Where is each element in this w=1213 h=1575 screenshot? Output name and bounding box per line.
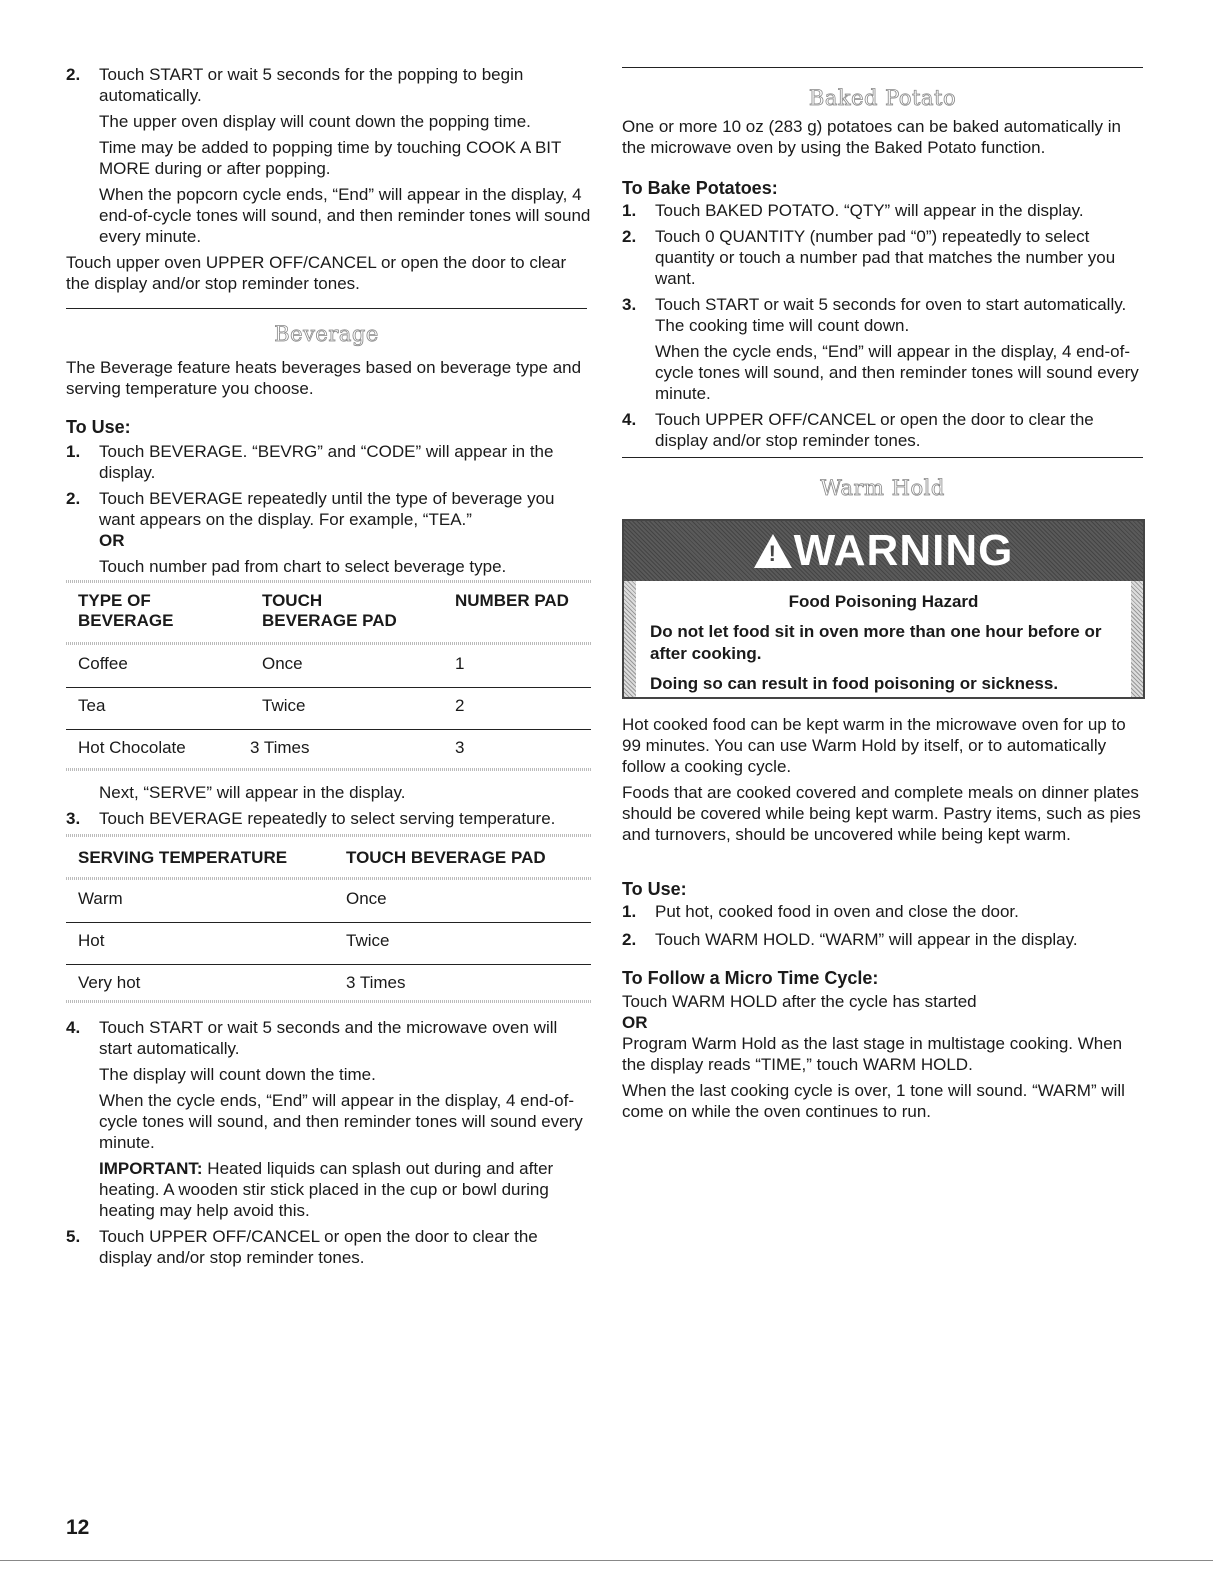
beverage-step-2 bbox=[66, 488, 591, 577]
or-label: OR bbox=[622, 1013, 648, 1032]
table-row bbox=[66, 889, 591, 909]
table-row bbox=[66, 696, 591, 716]
table-rule bbox=[66, 687, 591, 688]
potato-step-4 bbox=[622, 409, 1145, 451]
step-number: 5. bbox=[66, 1227, 81, 1246]
table-cell: Twice bbox=[346, 931, 390, 950]
warm-hold-intro: Hot cooked food can be kept warm in the microwave oven for up to 99 minutes. You can use Warm Hold by itself, or to automatically follow a cooking cycle. bbox=[622, 715, 1126, 776]
step-number: 3. bbox=[622, 295, 637, 314]
step-text: Touch START or wait 5 seconds for the popping to begin automatically. bbox=[99, 65, 524, 105]
step-text: Touch BEVERAGE repeatedly to select serving temperature. bbox=[99, 809, 556, 828]
step-text: Put hot, cooked food in oven and close the door. bbox=[655, 902, 1019, 921]
important-label: IMPORTANT: bbox=[99, 1159, 203, 1178]
warning-word: WARNING bbox=[793, 526, 1014, 575]
warning-line-1: Do not let food sit in oven more than one hour before or after cooking. bbox=[650, 622, 1102, 663]
table-header: NUMBER PAD bbox=[455, 591, 569, 610]
table-rule bbox=[66, 877, 591, 880]
step-note: When the popcorn cycle ends, “End” will appear in the display, 4 end-of-cycle tones will sound, and then reminder tones will sound every minute. bbox=[99, 185, 591, 246]
step-text: Touch 0 QUANTITY (number pad “0”) repeatedly to select quantity or touch a number pad that matches the number you want. bbox=[655, 227, 1116, 288]
table-rule bbox=[66, 964, 591, 965]
table-cell: Very hot bbox=[78, 973, 141, 992]
step-text: Touch UPPER OFF/CANCEL or open the door to clear the display and/or stop reminder tones. bbox=[99, 1227, 538, 1267]
temperature-table-header bbox=[66, 848, 591, 868]
step-number: 4. bbox=[66, 1018, 81, 1037]
popcorn-step-2 bbox=[66, 64, 591, 247]
micro-time-heading: To Follow a Micro Time Cycle: bbox=[622, 968, 879, 988]
or-label: OR bbox=[99, 531, 125, 550]
step-number: 3. bbox=[66, 809, 81, 828]
beverage-step-5 bbox=[66, 1226, 591, 1268]
step-number: 4. bbox=[622, 410, 637, 429]
follow-instruction: Touch WARM HOLD after the cycle has started bbox=[622, 992, 977, 1011]
step-note: When the cycle ends, “End” will appear in the display, 4 end-of-cycle tones will sound, and then reminder tones will sound every minute. bbox=[655, 342, 1139, 403]
page-bottom-rule bbox=[0, 1560, 1213, 1561]
page-number: 12 bbox=[66, 1516, 90, 1539]
step-number: 2. bbox=[66, 489, 81, 508]
table-rule bbox=[66, 729, 591, 730]
warning-triangle-icon bbox=[754, 534, 792, 568]
table-rule bbox=[66, 922, 591, 923]
table-header: TOUCH bbox=[262, 591, 323, 610]
beverage-step-4 bbox=[66, 1017, 591, 1221]
table-header: BEVERAGE bbox=[78, 611, 174, 630]
table-header: TOUCH BEVERAGE PAD bbox=[346, 848, 546, 867]
step-text: Touch BEVERAGE repeatedly until the type of beverage you want appears on the display. For example, “TEA.” bbox=[99, 489, 555, 529]
potato-step-3 bbox=[622, 294, 1145, 404]
next-note: Next, “SERVE” will appear in the display. bbox=[99, 783, 406, 802]
table-row bbox=[66, 654, 591, 674]
table-bottom-rule bbox=[66, 1000, 591, 1003]
beverage-step-1 bbox=[66, 441, 591, 483]
important-note bbox=[99, 1158, 591, 1221]
section-divider bbox=[622, 67, 1143, 68]
warning-side-pattern bbox=[624, 581, 636, 697]
baked-potato-title: Baked Potato bbox=[808, 86, 957, 110]
step-note: Time may be added to popping time by touching COOK A BIT MORE during or after popping. bbox=[99, 138, 562, 178]
step-number: 1. bbox=[622, 201, 637, 220]
warm-hold-note: Foods that are cooked covered and complete meals on dinner plates should be covered while being kept warm. Pastry items, such as pies and turnovers, should be uncovered while being kept warm. bbox=[622, 783, 1141, 844]
follow-instruction: Program Warm Hold as the last stage in multistage cooking. When the display reads “TIME,” touch WARM HOLD. bbox=[622, 1034, 1123, 1074]
to-use-heading: To Use: bbox=[622, 879, 687, 899]
table-cell: Coffee bbox=[78, 654, 128, 673]
warm-step-2 bbox=[622, 929, 1145, 950]
step-text: Touch START or wait 5 seconds and the microwave oven will start automatically. bbox=[99, 1018, 558, 1058]
step-text: Touch UPPER OFF/CANCEL or open the door to clear the display and/or stop reminder tones. bbox=[655, 410, 1094, 450]
step-number: 1. bbox=[622, 902, 637, 921]
table-cell: Once bbox=[346, 889, 387, 908]
beverage-table-header bbox=[66, 591, 591, 631]
step-number: 2. bbox=[622, 227, 637, 246]
follow-note: When the last cooking cycle is over, 1 tone will sound. “WARM” will come on while the oven continues to run. bbox=[622, 1081, 1125, 1121]
step-number: 2. bbox=[622, 930, 637, 949]
warning-side-pattern bbox=[1131, 581, 1143, 697]
step-note: Touch number pad from chart to select beverage type. bbox=[99, 557, 507, 576]
step-note: When the cycle ends, “End” will appear in the display, 4 end-of-cycle tones will sound, and then reminder tones will sound every minute. bbox=[99, 1091, 583, 1152]
step-text: Touch WARM HOLD. “WARM” will appear in the display. bbox=[655, 930, 1078, 949]
table-cell: 3 Times bbox=[250, 738, 310, 757]
table-row bbox=[66, 738, 591, 758]
table-header: BEVERAGE PAD bbox=[262, 611, 397, 630]
potato-step-2 bbox=[622, 226, 1145, 289]
step-number: 2. bbox=[66, 65, 81, 84]
important-text: Heated liquids can splash out during and after heating. A wooden stir stick placed in the cup or bowl during heating may help avoid this. bbox=[99, 1159, 554, 1220]
table-header: SERVING TEMPERATURE bbox=[78, 848, 288, 867]
beverage-title: Beverage bbox=[274, 322, 379, 346]
step-text: Touch BEVERAGE. “BEVRG” and “CODE” will appear in the display. bbox=[99, 442, 554, 482]
bake-potatoes-heading: To Bake Potatoes: bbox=[622, 178, 778, 198]
table-row bbox=[66, 973, 591, 993]
table-cell: 2 bbox=[455, 696, 465, 715]
table-cell: Twice bbox=[262, 696, 306, 715]
step-text: Touch START or wait 5 seconds for oven to start automatically. The cooking time will count down. bbox=[655, 295, 1127, 335]
section-divider bbox=[622, 457, 1143, 458]
table-top-rule bbox=[66, 834, 591, 837]
table-cell: Warm bbox=[78, 889, 123, 908]
step-note: The upper oven display will count down the popping time. bbox=[99, 112, 531, 131]
beverage-intro: The Beverage feature heats beverages based on beverage type and serving temperature you choose. bbox=[66, 358, 582, 398]
table-header: TYPE OF bbox=[78, 591, 151, 610]
warning-box bbox=[622, 519, 1145, 699]
beverage-step-3 bbox=[66, 808, 591, 829]
table-bottom-rule bbox=[66, 768, 591, 771]
step-note: The display will count down the time. bbox=[99, 1065, 376, 1084]
to-use-heading: To Use: bbox=[66, 417, 131, 437]
warm-hold-title: Warm Hold bbox=[820, 476, 945, 500]
table-cell: Hot bbox=[78, 931, 105, 950]
table-cell: Tea bbox=[78, 696, 106, 715]
warning-line-2: Doing so can result in food poisoning or sickness. bbox=[650, 674, 1059, 693]
table-top-rule bbox=[66, 580, 591, 583]
section-divider bbox=[66, 308, 587, 309]
table-cell: 1 bbox=[455, 654, 465, 673]
table-cell: Hot Chocolate bbox=[78, 738, 186, 757]
table-row bbox=[66, 931, 591, 951]
warm-step-1 bbox=[622, 901, 1145, 922]
table-cell: 3 Times bbox=[346, 973, 406, 992]
table-cell: 3 bbox=[455, 738, 465, 757]
step-text: Touch BAKED POTATO. “QTY” will appear in the display. bbox=[655, 201, 1084, 220]
table-cell: Once bbox=[262, 654, 303, 673]
step-number: 1. bbox=[66, 442, 81, 461]
baked-potato-intro: One or more 10 oz (283 g) potatoes can be baked automatically in the microwave oven by using the Baked Potato function. bbox=[622, 117, 1121, 157]
potato-step-1 bbox=[622, 200, 1145, 221]
table-rule bbox=[66, 642, 591, 645]
clear-instruction: Touch upper oven UPPER OFF/CANCEL or open the door to clear the display and/or stop reminder tones. bbox=[66, 253, 567, 293]
warning-banner bbox=[624, 521, 1143, 581]
warning-hazard: Food Poisoning Hazard bbox=[788, 592, 979, 611]
